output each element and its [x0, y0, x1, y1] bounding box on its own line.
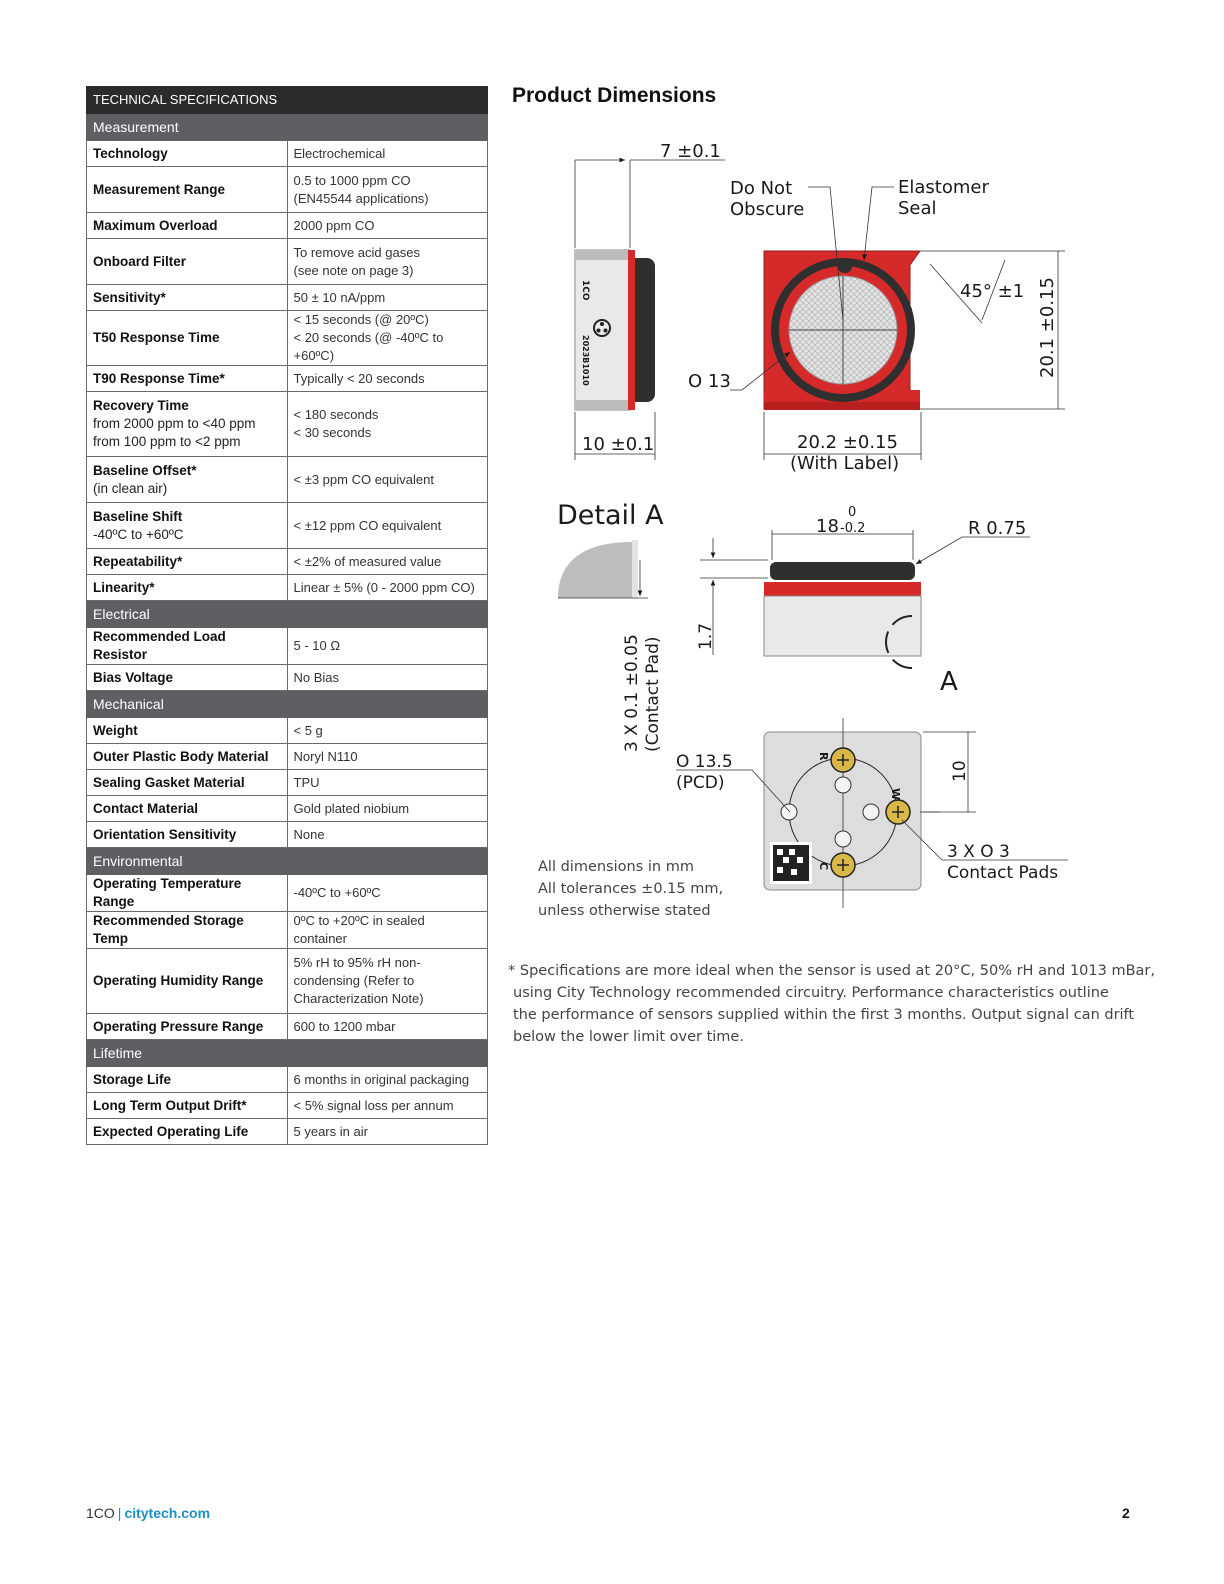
spec-value: (see note on page 3) [293, 262, 414, 278]
spec-sublabel: from 2000 ppm to <40 ppm [93, 416, 256, 431]
sensor-front-view [688, 177, 1065, 474]
spec-label-cell [87, 1093, 288, 1119]
spec-value: 5 - 10 Ω [293, 638, 341, 653]
spec-label: Outer Plastic Body Material [93, 748, 269, 764]
spec-label-cell [87, 311, 288, 366]
footer-separator: | [117, 1505, 122, 1521]
spec-value-cell [287, 770, 488, 796]
spec-value-cell [287, 392, 488, 457]
spec-label-cell [87, 366, 288, 392]
spec-label: Measurement Range [93, 181, 226, 197]
spec-label: Maximum Overload [93, 217, 218, 233]
spec-value-cell [287, 665, 488, 691]
spec-value: Gold plated niobium [293, 800, 410, 816]
spec-label: Weight [93, 722, 138, 738]
spec-label-cell [87, 822, 288, 848]
dim-10: 10 [950, 760, 970, 782]
spec-value: condensing (Refer to [293, 973, 415, 988]
table-row [87, 311, 488, 366]
spec-label-cell [87, 665, 288, 691]
spec-value: < ±3 ppm CO equivalent [293, 471, 434, 487]
spec-label-cell [87, 949, 288, 1014]
label-seal: Seal [898, 198, 937, 219]
spec-value: TPU [293, 774, 320, 790]
table-row [87, 285, 488, 311]
section-header-row [87, 601, 488, 628]
table-row [87, 1119, 488, 1145]
spec-label: Sealing Gasket Material [93, 774, 245, 790]
section-header: Lifetime [87, 1040, 488, 1067]
spec-label-cell [87, 457, 288, 503]
section-header-row [87, 691, 488, 718]
table-title-row [87, 87, 488, 114]
spec-label-cell [87, 167, 288, 213]
spec-value: < 5 g [293, 722, 323, 738]
technical-specifications-table [86, 86, 488, 1145]
dim-side-width: 10 ±0.1 [582, 434, 655, 455]
section-header: Electrical [87, 601, 488, 628]
note-line: All dimensions in mm [538, 859, 694, 875]
dim-contact-pad-sub: (Contact Pad) [643, 636, 663, 752]
spec-label: Linearity* [93, 579, 155, 595]
footnote-line: * Specifications are more ideal when the sensor is used at 20°C, 50% rH and 1013 mBar, [508, 963, 1155, 979]
section-header-row [87, 114, 488, 141]
detail-a-title: Detail A [557, 500, 664, 531]
sensor-side-view [575, 141, 725, 460]
spec-value-cell [287, 744, 488, 770]
detail-a [557, 500, 664, 752]
note-line: All tolerances ±0.15 mm, [538, 881, 724, 897]
table-row [87, 744, 488, 770]
spec-value: No Bias [293, 669, 340, 685]
spec-value: -40ºC to +60ºC [293, 885, 381, 900]
spec-value-cell [287, 875, 488, 912]
dim-1-7: 1.7 [696, 622, 716, 650]
spec-label-cell [87, 549, 288, 575]
spec-value-cell [287, 912, 488, 949]
label-elastomer: Elastomer [898, 177, 989, 198]
spec-label: Operating Humidity Range [93, 973, 264, 988]
spec-label: Recommended Storage Temp [93, 913, 244, 946]
table-row [87, 628, 488, 665]
section-header: Measurement [87, 114, 488, 141]
spec-label: Recovery Time [93, 398, 189, 413]
spec-label: Storage Life [93, 1071, 172, 1087]
footer-site-link[interactable]: citytech.com [124, 1505, 211, 1521]
table-row [87, 1014, 488, 1040]
footer-product: 1CO [86, 1505, 115, 1521]
spec-label-cell [87, 392, 288, 457]
table-row [87, 549, 488, 575]
footnote-line: using City Technology recommended circuitry. Performance characteristics outline [513, 985, 1109, 1001]
pin-w-label: W [889, 788, 902, 801]
spec-label: Repeatability* [93, 553, 183, 569]
dim-contact-pad: 3 X 0.1 ±0.05 [622, 634, 642, 752]
table-row [87, 503, 488, 549]
spec-value: < 180 seconds [293, 407, 379, 422]
table-row [87, 366, 488, 392]
dim-18-tol-upper: 0 [848, 505, 857, 520]
footnote-line: below the lower limit over time. [513, 1029, 744, 1045]
spec-value-cell [287, 628, 488, 665]
spec-label-cell [87, 744, 288, 770]
spec-value: (EN45544 applications) [293, 190, 429, 206]
spec-value-cell [287, 141, 488, 167]
spec-label: Baseline Offset* [93, 462, 197, 478]
spec-value-cell [287, 1119, 488, 1145]
spec-value: Characterization Note) [293, 991, 424, 1006]
spec-label: Bias Voltage [93, 669, 174, 685]
dim-angle: 45° ±1 [960, 281, 1025, 302]
spec-value: < ±12 ppm CO equivalent [293, 517, 442, 533]
dim-18: 18 [816, 516, 839, 537]
table-row [87, 1067, 488, 1093]
dim-diameter-13: O 13 [688, 371, 731, 392]
spec-label: T50 Response Time [93, 330, 220, 345]
spec-label-cell [87, 503, 288, 549]
spec-value-cell [287, 822, 488, 848]
spec-value: Linear ± 5% (0 - 2000 ppm CO) [293, 579, 475, 595]
table-title: TECHNICAL SPECIFICATIONS [87, 87, 488, 114]
spec-label-cell [87, 141, 288, 167]
spec-value-cell [287, 1067, 488, 1093]
page-number: 2 [1122, 1505, 1130, 1521]
product-dimensions-heading: Product Dimensions [512, 84, 717, 107]
spec-value-cell [287, 718, 488, 744]
spec-value: < 30 seconds [293, 425, 372, 440]
sensor-section-view [696, 505, 1030, 697]
dim-pcd: O 13.5 [676, 752, 733, 772]
spec-value-cell [287, 213, 488, 239]
spec-label-cell [87, 875, 288, 912]
product-dimensions-drawing [500, 120, 1100, 920]
spec-label-cell [87, 213, 288, 239]
spec-value-cell [287, 949, 488, 1014]
table-row [87, 796, 488, 822]
specification-footnote [508, 960, 1168, 1048]
pin-c-label: C [817, 862, 830, 871]
table-row [87, 665, 488, 691]
spec-value-cell [287, 457, 488, 503]
spec-label-cell [87, 575, 288, 601]
spec-value-cell [287, 167, 488, 213]
dim-front-width: 20.2 ±0.15 [797, 432, 898, 453]
spec-value: 600 to 1200 mbar [293, 1018, 396, 1034]
spec-label: Technology [93, 145, 168, 161]
dim-width-top: 7 ±0.1 [660, 141, 721, 162]
table-row [87, 770, 488, 796]
spec-value: Electrochemical [293, 145, 386, 161]
spec-value: 0.5 to 1000 ppm CO [293, 172, 411, 188]
table-row [87, 912, 488, 949]
spec-value: < ±2% of measured value [293, 553, 442, 569]
table-row [87, 822, 488, 848]
table-row [87, 949, 488, 1014]
spec-label-cell [87, 912, 288, 949]
dim-18-tol-lower: -0.2 [840, 521, 866, 536]
spec-label-cell [87, 239, 288, 285]
label-obscure: Obscure [730, 199, 805, 220]
table-row [87, 718, 488, 744]
page-footer [86, 1505, 210, 1521]
spec-value-cell [287, 1014, 488, 1040]
dimension-notes [538, 856, 723, 922]
spec-label-cell [87, 1014, 288, 1040]
section-header: Environmental [87, 848, 488, 875]
spec-value: 5 years in air [293, 1123, 368, 1139]
dim-height: 20.1 ±0.15 [1037, 277, 1058, 378]
spec-label-cell [87, 285, 288, 311]
table-row [87, 575, 488, 601]
dim-pads: 3 X O 3 [947, 842, 1010, 862]
spec-label: Baseline Shift [93, 508, 183, 524]
section-header: Mechanical [87, 691, 488, 718]
spec-label: Long Term Output Drift* [93, 1097, 247, 1113]
spec-value: Typically < 20 seconds [293, 370, 425, 386]
spec-value-cell [287, 575, 488, 601]
spec-value-cell [287, 311, 488, 366]
table-row [87, 457, 488, 503]
spec-label-cell [87, 1067, 288, 1093]
spec-value: < 5% signal loss per annum [293, 1097, 454, 1113]
spec-label: Expected Operating Life [93, 1123, 249, 1139]
table-row [87, 213, 488, 239]
datamatrix-code-icon [770, 842, 812, 884]
spec-label: Operating Pressure Range [93, 1018, 264, 1034]
spec-value: 0ºC to +20ºC in sealed container [293, 913, 425, 946]
spec-value-cell [287, 366, 488, 392]
spec-value-cell [287, 239, 488, 285]
table-row [87, 239, 488, 285]
dim-pcd-sub: (PCD) [676, 773, 725, 793]
spec-value: < 15 seconds (@ 20ºC) [293, 312, 429, 327]
spec-label-cell [87, 796, 288, 822]
spec-label: Operating Temperature Range [93, 876, 242, 909]
spec-value: 6 months in original packaging [293, 1071, 470, 1087]
label-do-not: Do Not [730, 178, 793, 199]
side-label-code: 2023B1010 [581, 335, 590, 386]
table-row [87, 141, 488, 167]
dim-with-label: (With Label) [790, 453, 900, 474]
spec-value: To remove acid gases [293, 244, 420, 260]
spec-label-cell [87, 718, 288, 744]
table-row [87, 392, 488, 457]
spec-label: Orientation Sensitivity [93, 826, 237, 842]
spec-value: Noryl N110 [293, 748, 358, 764]
spec-value-cell [287, 285, 488, 311]
spec-label: Onboard Filter [93, 253, 187, 269]
spec-value: 50 ± 10 nA/ppm [293, 289, 386, 305]
spec-value-cell [287, 549, 488, 575]
spec-value: 2000 ppm CO [293, 217, 375, 233]
sensor-bottom-view [676, 718, 1068, 908]
spec-sublabel: from 100 ppm to <2 ppm [93, 434, 241, 449]
spec-label: Sensitivity* [93, 289, 166, 305]
spec-label-cell [87, 1119, 288, 1145]
dim-pads-sub: Contact Pads [947, 863, 1059, 883]
spec-value: < 20 seconds (@ -40ºC to +60ºC) [293, 330, 444, 363]
spec-label: T90 Response Time* [93, 370, 225, 386]
spec-value-cell [287, 796, 488, 822]
side-label-model: 1CO [580, 280, 590, 301]
note-line: unless otherwise stated [538, 903, 711, 919]
spec-value-cell [287, 503, 488, 549]
table-row [87, 875, 488, 912]
spec-value-cell [287, 1093, 488, 1119]
spec-value: None [293, 826, 325, 842]
spec-sublabel: (in clean air) [93, 480, 168, 496]
spec-value: 5% rH to 95% rH non- [293, 955, 421, 970]
spec-label-cell [87, 770, 288, 796]
section-header-row [87, 848, 488, 875]
spec-label: Recommended Load Resistor [93, 629, 226, 662]
table-row [87, 1093, 488, 1119]
spec-label: Contact Material [93, 800, 199, 816]
callout-a: A [940, 667, 958, 697]
footnote-line: the performance of sensors supplied within the first 3 months. Output signal can drift [513, 1007, 1135, 1023]
table-row [87, 167, 488, 213]
pin-r-label: R [817, 752, 830, 761]
spec-sublabel: -40ºC to +60ºC [93, 526, 184, 542]
dim-radius: R 0.75 [968, 518, 1027, 539]
section-header-row [87, 1040, 488, 1067]
spec-label-cell [87, 628, 288, 665]
